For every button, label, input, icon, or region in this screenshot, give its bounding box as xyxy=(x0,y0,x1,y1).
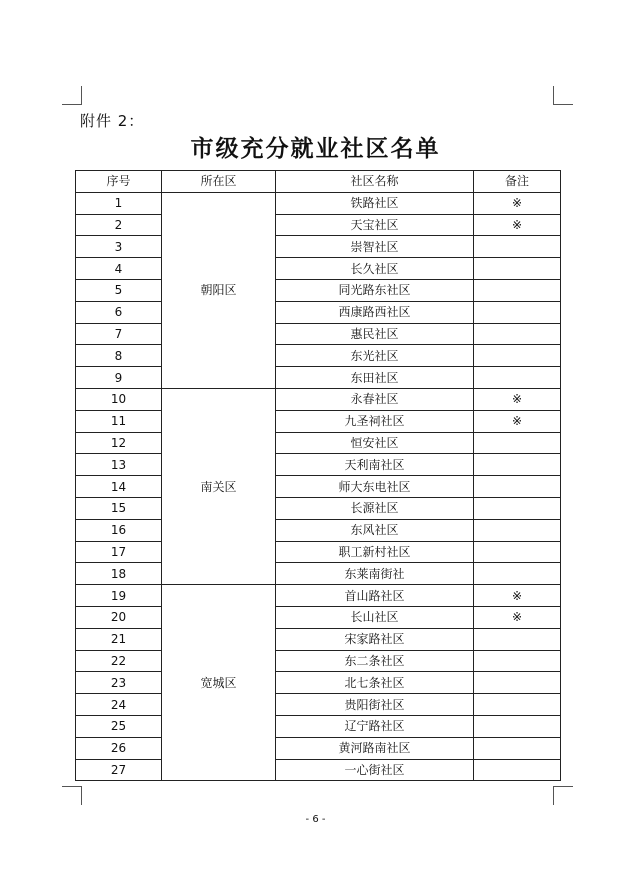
table-row xyxy=(76,432,561,454)
serial-number-cell: 14 xyxy=(76,476,162,498)
community-name-cell: 东莱南街社 xyxy=(276,563,474,585)
remark-cell: ※ xyxy=(474,606,561,628)
serial-number-cell: 24 xyxy=(76,694,162,716)
serial-number-cell: 21 xyxy=(76,628,162,650)
table-row xyxy=(76,585,561,607)
remark-cell: ※ xyxy=(474,585,561,607)
community-name-cell: 九圣祠社区 xyxy=(276,410,474,432)
remark-cell xyxy=(474,759,561,781)
community-table xyxy=(75,170,561,781)
remark-cell xyxy=(474,563,561,585)
serial-number-cell: 8 xyxy=(76,345,162,367)
serial-number-cell: 25 xyxy=(76,715,162,737)
table-row xyxy=(76,279,561,301)
serial-number-cell: 15 xyxy=(76,497,162,519)
serial-number-cell: 18 xyxy=(76,563,162,585)
table-row xyxy=(76,759,561,781)
serial-number-cell: 13 xyxy=(76,454,162,476)
serial-number-cell: 10 xyxy=(76,388,162,410)
table-row xyxy=(76,606,561,628)
remark-cell xyxy=(474,541,561,563)
remark-cell xyxy=(474,672,561,694)
header-serial-number: 序号 xyxy=(76,171,162,193)
crop-mark-top-right-v xyxy=(553,86,554,105)
community-name-cell: 一心街社区 xyxy=(276,759,474,781)
community-name-cell: 长山社区 xyxy=(276,606,474,628)
table-row xyxy=(76,476,561,498)
serial-number-cell: 26 xyxy=(76,737,162,759)
community-name-cell: 宋家路社区 xyxy=(276,628,474,650)
crop-mark-top-left-v xyxy=(81,86,82,105)
document-title: 市级充分就业社区名单 xyxy=(190,135,441,162)
community-name-cell: 黄河路南社区 xyxy=(276,737,474,759)
table-header-row xyxy=(76,171,561,193)
table-row xyxy=(76,236,561,258)
table-row xyxy=(76,345,561,367)
page-number: - 6 - xyxy=(305,814,326,825)
table-row xyxy=(76,628,561,650)
remark-cell: ※ xyxy=(474,388,561,410)
crop-mark-bottom-right-h xyxy=(553,786,573,787)
remark-cell xyxy=(474,454,561,476)
serial-number-cell: 12 xyxy=(76,432,162,454)
table-row xyxy=(76,323,561,345)
table-row xyxy=(76,650,561,672)
district-cell: 南关区 xyxy=(162,388,276,584)
serial-number-cell: 20 xyxy=(76,606,162,628)
remark-cell: ※ xyxy=(474,214,561,236)
remark-cell xyxy=(474,236,561,258)
table-row xyxy=(76,388,561,410)
table-row xyxy=(76,258,561,280)
serial-number-cell: 16 xyxy=(76,519,162,541)
table-row xyxy=(76,563,561,585)
crop-mark-bottom-left-v xyxy=(81,786,82,805)
community-name-cell: 职工新村社区 xyxy=(276,541,474,563)
serial-number-cell: 5 xyxy=(76,279,162,301)
district-cell: 宽城区 xyxy=(162,585,276,781)
table-row xyxy=(76,541,561,563)
community-name-cell: 永春社区 xyxy=(276,388,474,410)
crop-mark-bottom-right-v xyxy=(553,786,554,805)
table-row xyxy=(76,672,561,694)
table-row xyxy=(76,519,561,541)
community-name-cell: 东光社区 xyxy=(276,345,474,367)
serial-number-cell: 23 xyxy=(76,672,162,694)
header-community-name: 社区名称 xyxy=(276,171,474,193)
header-district: 所在区 xyxy=(162,171,276,193)
community-name-cell: 北七条社区 xyxy=(276,672,474,694)
community-name-cell: 天宝社区 xyxy=(276,214,474,236)
remark-cell: ※ xyxy=(474,410,561,432)
table-row xyxy=(76,715,561,737)
header-remarks: 备注 xyxy=(474,171,561,193)
serial-number-cell: 2 xyxy=(76,214,162,236)
remark-cell xyxy=(474,737,561,759)
table-body xyxy=(76,192,561,781)
serial-number-cell: 17 xyxy=(76,541,162,563)
community-name-cell: 崇智社区 xyxy=(276,236,474,258)
district-cell: 朝阳区 xyxy=(162,192,276,388)
serial-number-cell: 6 xyxy=(76,301,162,323)
serial-number-cell: 3 xyxy=(76,236,162,258)
crop-mark-bottom-left-h xyxy=(62,786,82,787)
community-name-cell: 同光路东社区 xyxy=(276,279,474,301)
remark-cell xyxy=(474,258,561,280)
serial-number-cell: 4 xyxy=(76,258,162,280)
serial-number-cell: 27 xyxy=(76,759,162,781)
remark-cell xyxy=(474,650,561,672)
community-name-cell: 长源社区 xyxy=(276,497,474,519)
remark-cell xyxy=(474,279,561,301)
table-row xyxy=(76,737,561,759)
remark-cell xyxy=(474,345,561,367)
remark-cell xyxy=(474,694,561,716)
remark-cell xyxy=(474,715,561,737)
table-row xyxy=(76,301,561,323)
serial-number-cell: 19 xyxy=(76,585,162,607)
remark-cell xyxy=(474,497,561,519)
remark-cell: ※ xyxy=(474,192,561,214)
table-row xyxy=(76,214,561,236)
table-row xyxy=(76,497,561,519)
community-name-cell: 东二条社区 xyxy=(276,650,474,672)
community-name-cell: 师大东电社区 xyxy=(276,476,474,498)
community-name-cell: 天利南社区 xyxy=(276,454,474,476)
community-name-cell: 长久社区 xyxy=(276,258,474,280)
table-row xyxy=(76,694,561,716)
remark-cell xyxy=(474,476,561,498)
community-name-cell: 东风社区 xyxy=(276,519,474,541)
remark-cell xyxy=(474,301,561,323)
community-name-cell: 贵阳街社区 xyxy=(276,694,474,716)
community-name-cell: 西康路西社区 xyxy=(276,301,474,323)
remark-cell xyxy=(474,367,561,389)
serial-number-cell: 11 xyxy=(76,410,162,432)
table-row xyxy=(76,367,561,389)
attachment-label: 附件 2： xyxy=(80,112,145,130)
table-row xyxy=(76,410,561,432)
community-name-cell: 东田社区 xyxy=(276,367,474,389)
remark-cell xyxy=(474,432,561,454)
community-name-cell: 首山路社区 xyxy=(276,585,474,607)
community-name-cell: 辽宁路社区 xyxy=(276,715,474,737)
serial-number-cell: 22 xyxy=(76,650,162,672)
serial-number-cell: 1 xyxy=(76,192,162,214)
crop-mark-top-right-h xyxy=(553,104,573,105)
serial-number-cell: 7 xyxy=(76,323,162,345)
community-name-cell: 惠民社区 xyxy=(276,323,474,345)
serial-number-cell: 9 xyxy=(76,367,162,389)
remark-cell xyxy=(474,323,561,345)
remark-cell xyxy=(474,628,561,650)
remark-cell xyxy=(474,519,561,541)
community-name-cell: 恒安社区 xyxy=(276,432,474,454)
table-row xyxy=(76,454,561,476)
table-row xyxy=(76,192,561,214)
community-name-cell: 铁路社区 xyxy=(276,192,474,214)
crop-mark-top-left-h xyxy=(62,104,82,105)
